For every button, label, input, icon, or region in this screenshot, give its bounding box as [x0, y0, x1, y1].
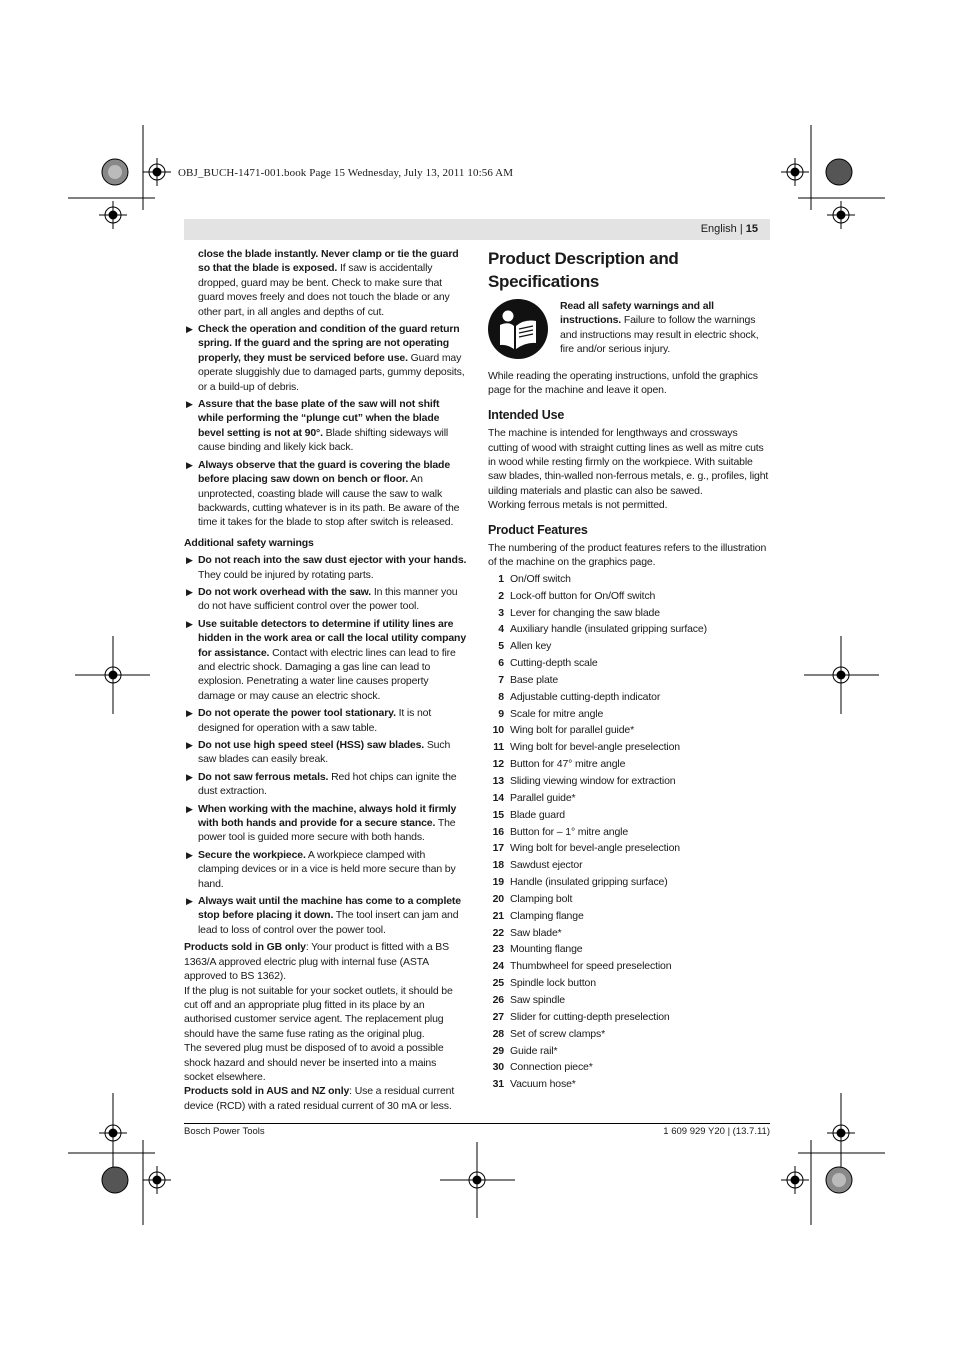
bullet-text: The tool insert can jam and lead to loss of control over the power tool. [198, 909, 459, 936]
list-item [488, 976, 770, 993]
feature-number: 30 [492, 1061, 504, 1074]
feature-label: Button for 47° mitre angle [510, 758, 626, 771]
page-header-bar [184, 219, 770, 240]
feature-number: 28 [492, 1027, 504, 1040]
feature-number: 20 [492, 892, 504, 905]
bullet-arrow-icon: ▶ [186, 896, 193, 907]
additional-safety-heading: Additional safety warnings [184, 536, 314, 549]
bullet-bold: Do not use high speed steel (HSS) saw blades. [198, 739, 425, 751]
feature-label: Guide rail* [510, 1044, 558, 1057]
list-item [488, 808, 770, 825]
product-features-heading: Product Features [488, 522, 588, 537]
list-item [488, 606, 770, 623]
feature-list [488, 572, 770, 1094]
bullet-bold: Do not reach into the saw dust ejector with your hands. [198, 554, 467, 567]
list-item [488, 589, 770, 606]
feature-label: Base plate [510, 673, 559, 686]
bullet-arrow-icon: ▶ [186, 771, 193, 782]
book-info-line: OBJ_BUCH-1471-001.book Page 15 Wednesday, July 13, 2011 10:56 AM [178, 167, 514, 179]
bullet-bold: Do not operate the power tool stationary. [198, 707, 396, 720]
bullet-bold: Always wait until the machine has come to a complete stop before placing it down. [198, 895, 461, 922]
feature-number: 26 [492, 993, 504, 1006]
list-item [488, 572, 770, 589]
gb-text: : Your product is fitted with a BS 1363/A approved electric plug with internal fuse (ASTA approved to BS 1362). [184, 941, 449, 983]
list-item [488, 707, 770, 724]
read-warnings-bold: Read all safety warnings and all instructions. [560, 300, 714, 327]
feature-label: Cutting-depth scale [510, 657, 598, 670]
feature-number: 11 [493, 741, 504, 754]
feature-label: Sliding viewing window for extraction [510, 775, 676, 787]
bullet-bold: Always observe that the guard is covering the blade before placing saw down on bench or floor. [198, 458, 451, 486]
feature-label: On/Off switch [510, 572, 571, 585]
feature-label: Slider for cutting-depth preselection [510, 1010, 670, 1023]
feature-label: Adjustable cutting-depth indicator [510, 690, 661, 703]
feature-number: 3 [498, 606, 504, 619]
bullet-text: Red hot chips can ignite the dust extraction. [198, 770, 457, 798]
list-item [488, 926, 770, 943]
feature-label: Saw spindle [510, 993, 565, 1006]
feature-number: 29 [492, 1044, 504, 1057]
feature-label: Lever for changing the saw blade [510, 606, 660, 619]
list-item [488, 673, 770, 690]
feature-label: Wing bolt for parallel guide* [510, 724, 635, 737]
bullet-bold: Do not saw ferrous metals. [198, 770, 329, 783]
intro-bold: close the blade instantly. Never clamp or tie the guard so that the blade is exposed. [198, 248, 459, 275]
list-item [488, 993, 770, 1010]
feature-number: 6 [498, 657, 504, 670]
list-item [488, 942, 770, 959]
feature-number: 4 [498, 623, 504, 636]
list-item [488, 1044, 770, 1061]
list-item [184, 397, 467, 455]
feature-label: Handle (insulated gripping surface) [510, 876, 668, 889]
product-features-intro: The numbering of the product features refers to the illustration of the machine on the graphics page. [488, 542, 767, 569]
feature-label: Lock-off button for On/Off switch [510, 589, 656, 602]
list-item [488, 740, 770, 757]
list-item [488, 875, 770, 892]
safety-bullet-list-1 [184, 322, 467, 530]
list-item [184, 553, 467, 582]
bullet-text: Guard may operate sluggishly due to damaged parts, gummy deposits, or a build-up of debris. [198, 351, 465, 393]
safety-bullet-list-2 [184, 553, 467, 937]
bullet-text: Contact with electric lines can lead to fire and electric shock. Damaging a gas line can lead to explosion. Penetrating a water line causes property damage or may cause an electric shock. [198, 646, 456, 702]
right-column [488, 247, 770, 1094]
page-number: 15 [745, 223, 758, 235]
bullet-arrow-icon: ▶ [186, 459, 193, 470]
list-item [488, 757, 770, 774]
feature-label: Clamping flange [510, 909, 584, 922]
feature-number: 19 [492, 876, 504, 889]
section-title: Product Description and Specifications [488, 249, 679, 291]
feature-number: 25 [492, 977, 504, 990]
feature-number: 23 [492, 943, 504, 956]
list-item [184, 802, 467, 845]
bullet-arrow-icon: ▶ [186, 618, 193, 629]
bullet-text: The power tool is guided more secure with both hands. [198, 817, 456, 844]
aus-text: : Use a residual current device (RCD) with a rated residual current of 30 mA or less. [184, 1085, 455, 1112]
list-item [488, 959, 770, 976]
feature-number: 5 [498, 640, 504, 653]
header-separator: | [739, 223, 743, 235]
feature-label: Thumbwheel for speed preselection [510, 960, 672, 973]
list-item [184, 738, 467, 767]
feature-number: 16 [492, 825, 504, 838]
bullet-arrow-icon: ▶ [186, 324, 193, 335]
gb-paragraph [184, 940, 467, 983]
list-item [184, 458, 467, 530]
bullet-text: In this manner you do not have sufficient control over the power tool. [198, 585, 458, 613]
feature-label: Clamping bolt [510, 892, 573, 905]
feature-label: Saw blade* [510, 926, 562, 939]
feature-number: 1 [498, 572, 504, 585]
feature-number: 31 [492, 1078, 504, 1091]
footer-left: Bosch Power Tools [184, 1126, 265, 1137]
list-item [488, 1010, 770, 1027]
feature-number: 27 [492, 1010, 504, 1023]
bullet-text: An unprotected, coasting blade will cause the saw to walk backwards, cutting whatever is in its path. Be aware of the time it takes for the blade to stop after switch is released. [198, 473, 460, 529]
feature-label: Wing bolt for bevel-angle preselection [510, 741, 680, 754]
read-warnings-text [560, 299, 770, 357]
list-item [488, 774, 770, 791]
list-item [488, 841, 770, 858]
gb-bold: Products sold in GB only [184, 941, 306, 954]
read-warnings-box [488, 299, 770, 369]
feature-number: 18 [492, 859, 504, 872]
feature-label: Scale for mitre angle [510, 707, 604, 720]
bullet-bold: Do not work overhead with the saw. [198, 585, 372, 598]
list-item [488, 892, 770, 909]
list-item [488, 690, 770, 707]
list-item [488, 639, 770, 656]
footer-rule [184, 1123, 770, 1124]
feature-label: Connection piece* [510, 1061, 593, 1074]
feature-number: 17 [492, 842, 504, 855]
feature-number: 24 [492, 960, 504, 973]
list-item [184, 706, 467, 735]
feature-label: Wing bolt for bevel-angle preselection [510, 842, 680, 855]
feature-label: Set of screw clamps* [510, 1027, 606, 1040]
bullet-arrow-icon: ▶ [186, 849, 193, 860]
list-item [488, 1077, 770, 1094]
list-item [488, 622, 770, 639]
feature-number: 9 [498, 707, 504, 720]
bullet-text: It is not designed for operation with a saw table. [198, 707, 432, 734]
intended-use-heading: Intended Use [488, 407, 565, 422]
intro-paragraph [184, 247, 467, 319]
bullet-bold: When working with the machine, always hold it firmly with both hands and provide for a secure stance. [198, 802, 457, 830]
bullet-text: A workpiece clamped with clamping devices or in a vice is held more secure than by hand. [198, 848, 456, 890]
feature-number: 21 [492, 909, 504, 922]
bullet-arrow-icon: ▶ [186, 586, 193, 597]
bullet-arrow-icon: ▶ [186, 555, 193, 566]
bullet-text: Blade shifting sideways will cause binding and likely kick back. [198, 426, 449, 454]
bullet-arrow-icon: ▶ [186, 803, 193, 814]
feature-number: 15 [492, 808, 504, 821]
feature-number: 12 [492, 758, 504, 771]
bullet-bold: Secure the workpiece. [198, 848, 306, 861]
intended-use-text-2: Working ferrous metals is not permitted. [488, 499, 668, 512]
list-item [184, 322, 467, 394]
page-header [701, 223, 758, 235]
list-item [184, 585, 467, 614]
feature-label: Vacuum hose* [510, 1078, 576, 1091]
bullet-bold: Check the operation and condition of the guard return spring. If the guard and the spring are not operating properly, they must be serviced before use. [198, 323, 460, 364]
list-item [184, 617, 467, 703]
feature-label: Parallel guide* [510, 791, 576, 804]
feature-label: Spindle lock button [510, 977, 596, 990]
list-item [488, 791, 770, 808]
list-item [488, 909, 770, 926]
feature-label: Sawdust ejector [510, 859, 583, 872]
list-item [488, 656, 770, 673]
header-language: English [700, 223, 737, 235]
list-item [184, 848, 467, 891]
feature-number: 22 [492, 926, 504, 939]
intro-text: If saw is accidentally dropped, guard may be bent. Check to make sure that guard moves freely and does not touch the blade or any other part, in all angles and depths of cut. [198, 262, 450, 318]
aus-bold: Products sold in AUS and NZ only [184, 1085, 350, 1098]
read-manual-icon [488, 299, 548, 359]
footer-right: 1 609 929 Y20 | (13.7.11) [663, 1126, 770, 1137]
bullet-text: They could be injured by rotating parts. [198, 568, 374, 581]
list-item [488, 1027, 770, 1044]
graphics-note: While reading the operating instructions, unfold the graphics page for the machine and leave it open. [488, 370, 758, 397]
aus-paragraph [184, 1084, 467, 1113]
left-column [184, 247, 467, 1113]
list-item [184, 770, 467, 799]
feature-label: Mounting flange [510, 943, 583, 956]
bullet-arrow-icon: ▶ [186, 708, 193, 719]
feature-number: 10 [492, 724, 504, 737]
gb-paragraph-3: The severed plug must be disposed of to avoid a possible shock hazard and should never be inserted into a mains socket elsewhere. [184, 1042, 444, 1083]
feature-label: Blade guard [510, 808, 565, 821]
feature-label: Auxiliary handle (insulated gripping surface) [510, 623, 707, 636]
bullet-arrow-icon: ▶ [186, 399, 193, 410]
feature-number: 2 [498, 589, 504, 602]
feature-number: 13 [492, 775, 504, 787]
feature-label: Allen key [510, 640, 552, 653]
bullet-arrow-icon: ▶ [186, 740, 193, 750]
list-item [184, 894, 467, 937]
gb-paragraph-2: If the plug is not suitable for your socket outlets, it should be cut off and an appropriate plug fitted in its place by an authorised customer service agent. The replacement plug should have the same fuse rating as the original plug. [184, 984, 453, 1040]
list-item [488, 825, 770, 842]
feature-number: 7 [498, 673, 504, 686]
feature-label: Button for – 1° mitre angle [510, 825, 629, 838]
list-item [488, 1060, 770, 1077]
bullet-text: Such saw blades can easily break. [198, 739, 451, 766]
list-item [488, 858, 770, 875]
feature-number: 14 [492, 791, 504, 804]
read-warnings-body: Failure to follow the warnings and instructions may result in electric shock, fire and/or serious injury. [560, 314, 759, 356]
intended-use-text: The machine is intended for lengthways and crossways cutting of wood with straight cutting lines as well as mitre cuts in wood while resting firmly on the workpiece. With suitable saw blades, thin-walled non-ferrous metals, e. g., profiles, light uilding materials and plastic can also be sawed. [488, 427, 769, 497]
bullet-bold: Assure that the base plate of the saw will not shift while performing the “plunge cut” when the blade bevel setting is not at 90°. [198, 398, 440, 439]
feature-number: 8 [498, 690, 504, 703]
list-item [488, 723, 770, 740]
bullet-bold: Use suitable detectors to determine if utility lines are hidden in the work area or call the local utility company for assistance. [198, 617, 467, 659]
